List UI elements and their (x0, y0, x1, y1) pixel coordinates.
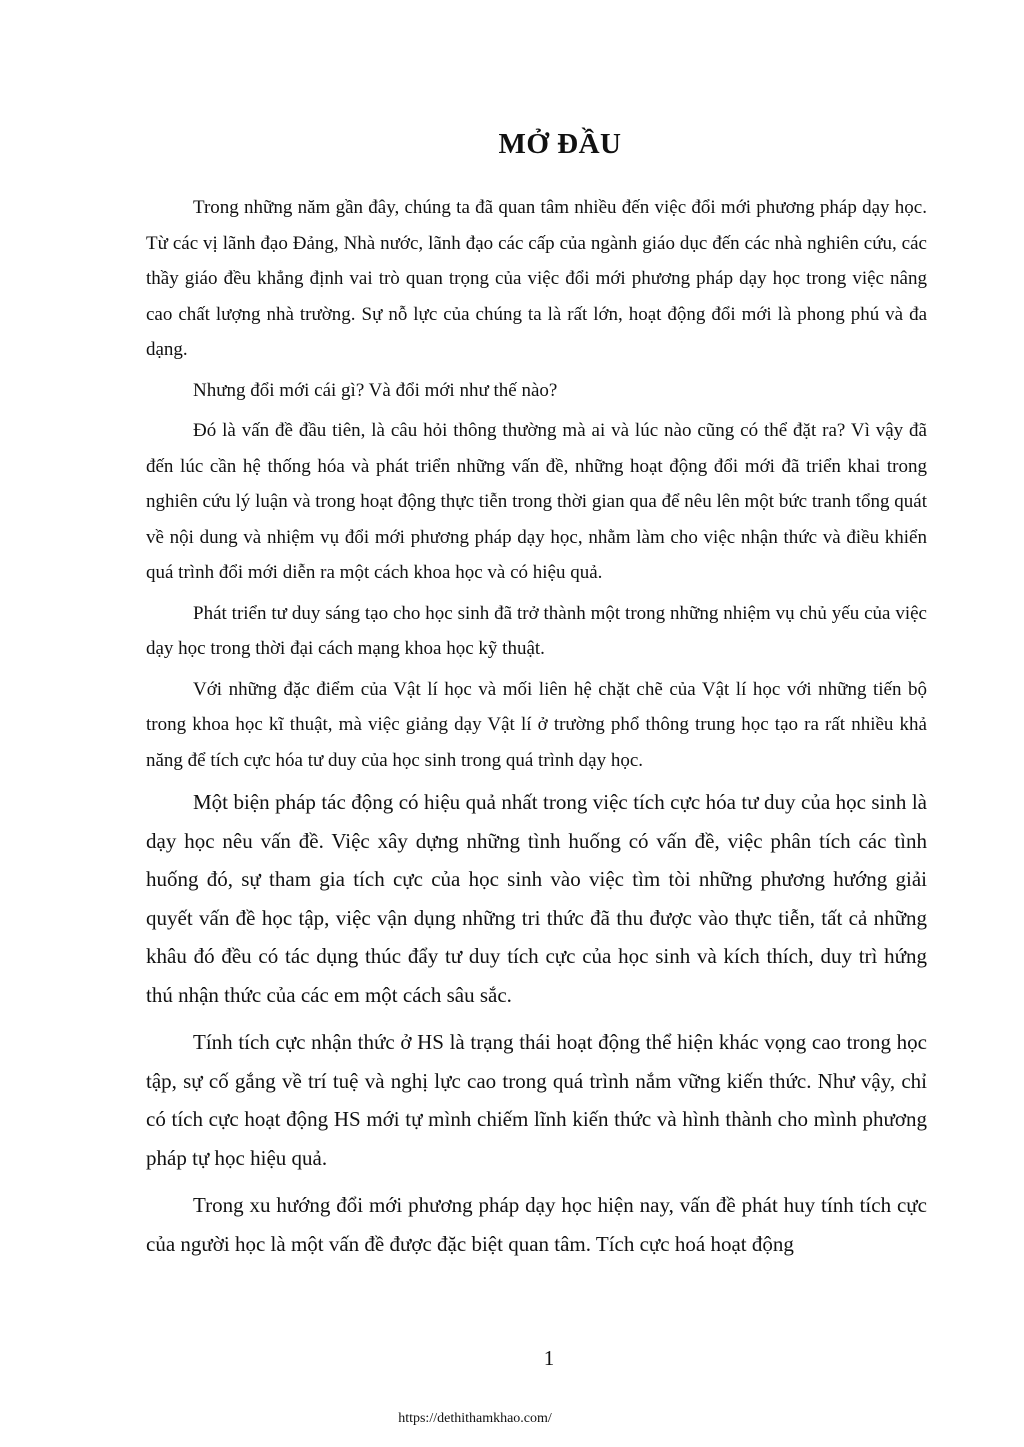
paragraph-physics: Với những đặc điểm của Vật lí học và mối liên hệ chặt chẽ của Vật lí học với những tiến bộ trong khoa học kĩ thuật, mà việc giảng dạy Vật lí ở trường phổ thông trung học tạo ra rất nhiều khả năng để tích cực hóa tư duy của học sinh trong quá trình dạy học. (146, 678, 927, 771)
document-title: MỞ ĐẦU (498, 128, 622, 160)
paragraph-intro: Trong những năm gần đây, chúng ta đã quan tâm nhiều đến việc đổi mới phương pháp dạy học. Từ các vị lãnh đạo Đảng, Nhà nước, lãnh đạo các cấp của ngành giáo dục đến các nhà nghiên cứu, các thầy giáo đều khẳng định vai trò quan trọng của việc đổi mới phương pháp dạy học trong việc nâng cao chất lượng nhà trường. Sự nỗ lực của chúng ta là rất lớn, hoạt động đổi mới là phong phú và đa dạng. (146, 197, 927, 360)
document-body (146, 190, 927, 1272)
paragraph-teaching-trend: Trong xu hướng đổi mới phương pháp dạy học hiện nay, vấn đề phát huy tính tích cực của người học là một vấn đề được đặc biệt quan tâm. Tích cực hoá hoạt động (146, 1193, 927, 1256)
footer-url: https://dethithamkhao.com/ (398, 1411, 552, 1426)
paragraph-creative-thinking: Phát triển tư duy sáng tạo cho học sinh đã trở thành một trong những nhiệm vụ chủ yếu của việc dạy học trong thời đại cách mạng khoa học kỹ thuật. (146, 602, 927, 659)
paragraph-cognitive-activity: Tính tích cực nhận thức ở HS là trạng thái hoạt động thể hiện khác vọng cao trong học tập, sự cố gắng về trí tuệ và nghị lực cao trong quá trình nắm vững kiến thức. Như vậy, chỉ có tích cực hoạt động HS mới tự mình chiếm lĩnh kiến thức và hình thành cho mình phương pháp tự học hiệu quả. (146, 1030, 927, 1170)
paragraph-question: Nhưng đổi mới cái gì? Và đổi mới như thế nào? (193, 379, 558, 401)
paragraph-problem: Đó là vấn đề đầu tiên, là câu hỏi thông thường mà ai và lúc nào cũng có thể đặt ra? Vì vậy đã đến lúc cần hệ thống hóa và phát triển những vấn đề, những hoạt động đổi mới đã triển khai trong nghiên cứu lý luận và trong hoạt động thực tiễn trong thời gian qua để nêu lên một bức tranh tổng quát về nội dung và nhiệm vụ đổi mới phương pháp dạy học, nhằm làm cho việc nhận thức và điều khiển quá trình đổi mới diễn ra một cách khoa học và có hiệu quả. (146, 420, 927, 583)
paragraph-problem-based-teaching: Một biện pháp tác động có hiệu quả nhất trong việc tích cực hóa tư duy của học sinh là dạy học nêu vấn đề. Việc xây dựng những tình huống có vấn đề, việc phân tích các tình huống đó, sự tham gia tích cực của học sinh vào việc tìm tòi những phương hướng giải quyết vấn đề học tập, việc vận dụng những tri thức đã thu được vào thực tiễn, tất cả những khâu đó đều có tác dụng thúc đẩy tư duy tích cực của học sinh và kích thích, duy trì hứng thú nhận thức của các em một cách sâu sắc. (146, 790, 927, 1007)
page-number: 1 (543, 1346, 555, 1370)
